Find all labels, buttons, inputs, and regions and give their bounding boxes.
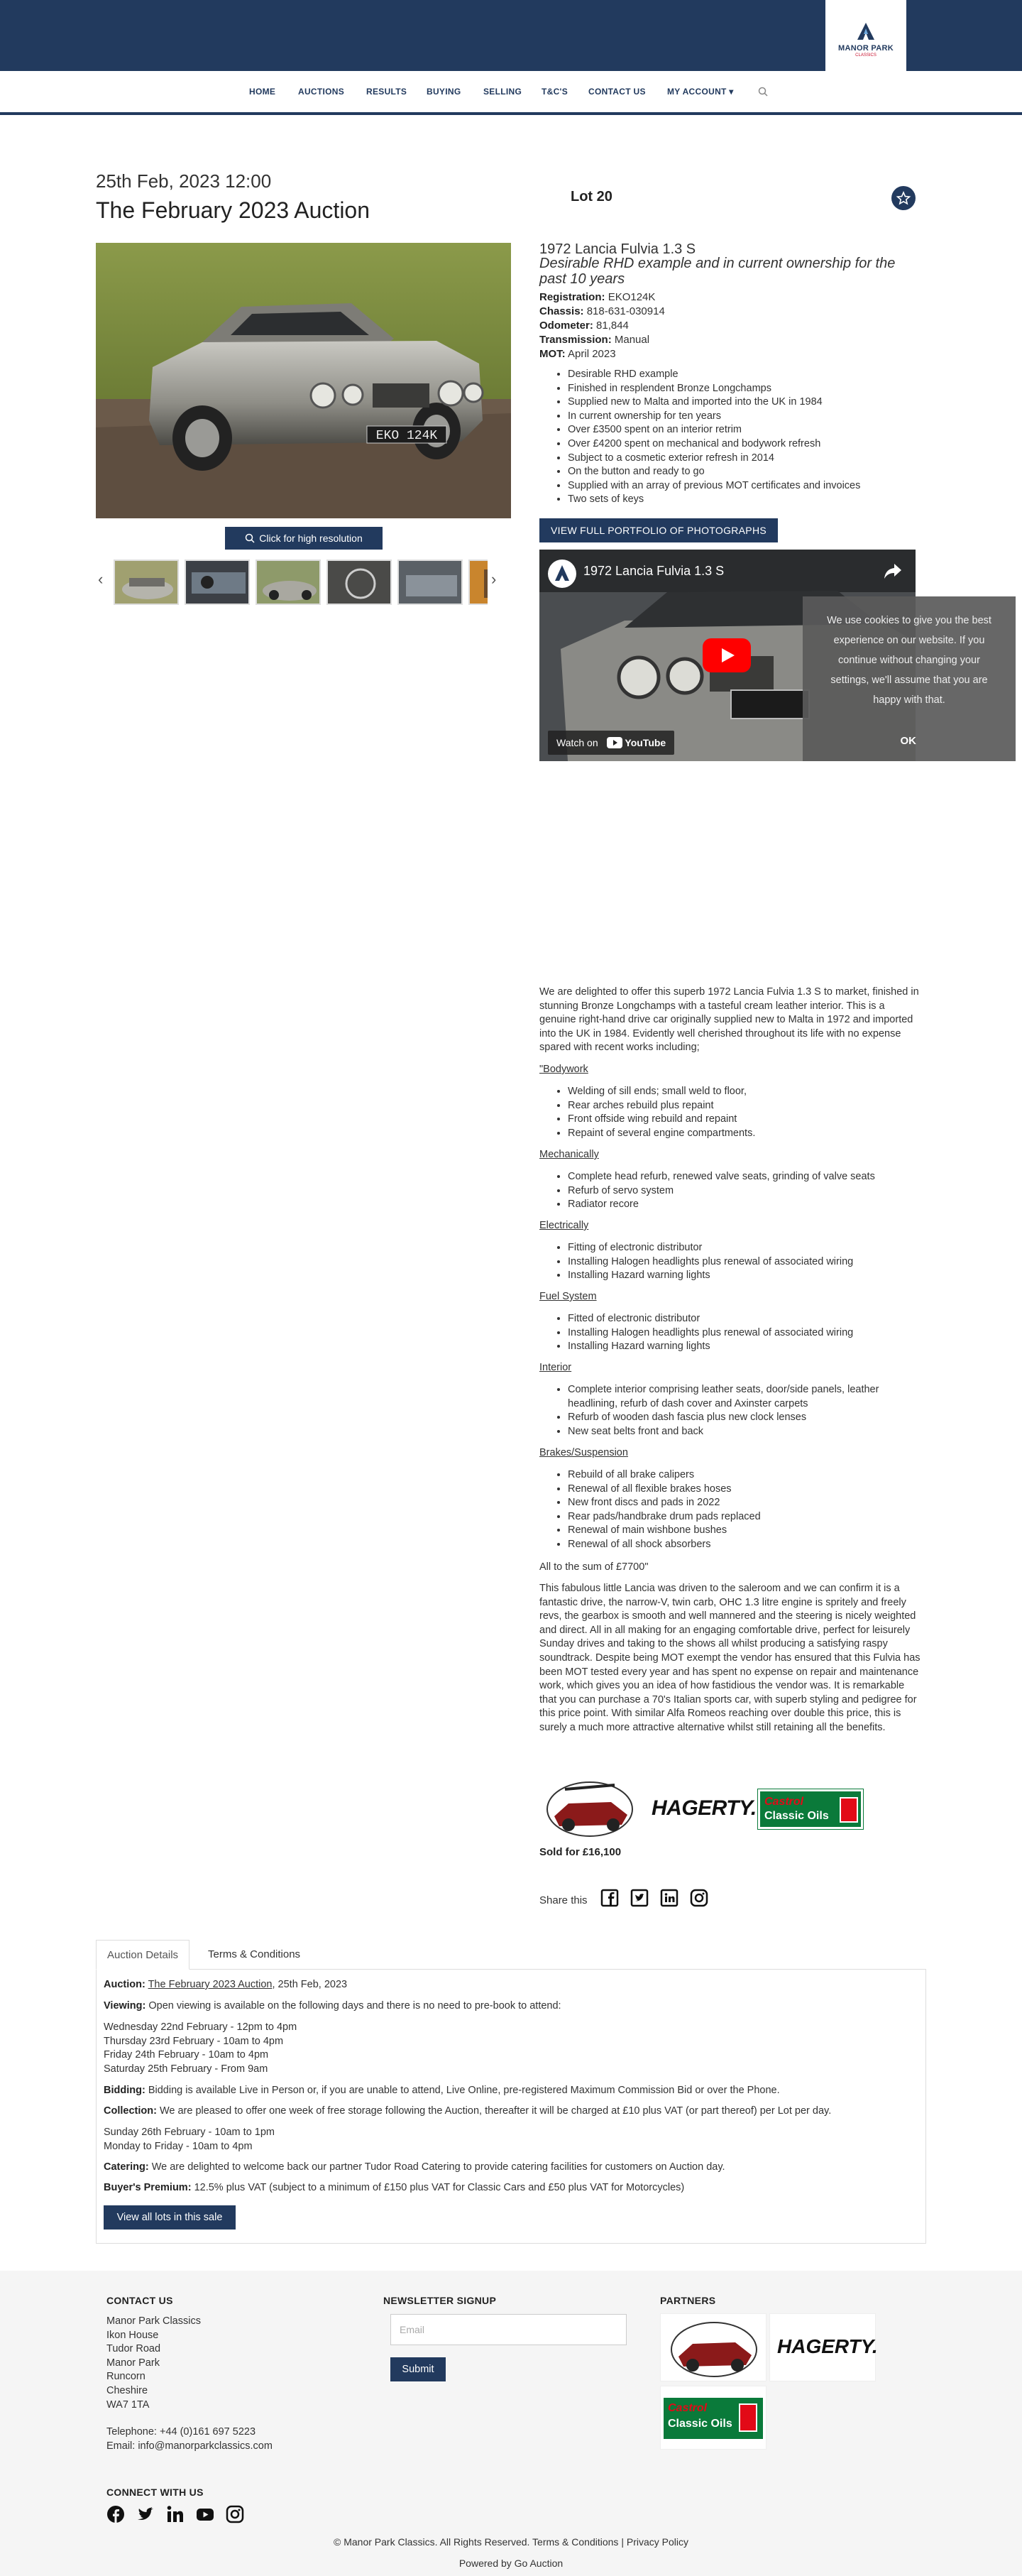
auction-link[interactable]: The February 2023 Auction	[148, 1979, 273, 1990]
newsletter-heading: NEWSLETTER SIGNUP	[383, 2295, 497, 2306]
nav-my-account[interactable]: MY ACCOUNT ▾	[667, 87, 734, 97]
phone[interactable]: Telephone: +44 (0)161 697 5223	[106, 2426, 256, 2438]
description-intro: We are delighted to offer this superb 1972 Lancia Fulvia 1.3 S to market, finished in stunning Bronze Longchamps with a tasteful cream leather interior. This is a genuine right-hand drive car originally supplied new to Malta in 1972 and imported into the UK in 1984. Evidently well cherished throughout its life with no expense spared with recent works including;	[539, 986, 919, 1054]
thumb-next-icon[interactable]: ›	[491, 570, 497, 588]
nav-auctions[interactable]: AUCTIONS	[298, 87, 345, 97]
play-button[interactable]	[703, 638, 751, 672]
terms-link[interactable]: Terms & Conditions	[532, 2536, 619, 2548]
nav-selling[interactable]: SELLING	[483, 87, 522, 97]
works-list	[539, 1383, 923, 1439]
list-item: • Rebuild of all brake calipers	[568, 1468, 923, 1483]
list-item: • Supplied new to Malta and imported into the UK in 1984	[568, 395, 923, 410]
site-logo[interactable]	[825, 0, 906, 71]
contact-heading: CONTACT US	[106, 2295, 173, 2306]
description-closing: This fabulous little Lancia was driven to the saleroom and we can confirm it is a fantastic drive, the narrow-V, twin carb, OHC 1.3 litre engine is spritely and freely revs, the gearbox is smooth and well mannered and the steering is nicely weighted and direct. All in all making for an engaging comfortable drive, perfect for leisurely Sunday drives and taking to the shows all whilst producing a satisfying raspy soundtrack. Despite being MOT exempt the vendor has ensured that this Fulvia has been MOT tested every year and has spent no expense on repair and maintenance work, which gives you an idea of how fastidious the vendor was. It is remarkable that you can purchase a 70's Italian sports car, with superb styling and pedigree for this price point. With similar Alfa Romeos reaching over double this price, this is surely a much more attractive alternative whilst still retaining all the benefits.	[539, 1583, 921, 1733]
car-subtitle: Desirable RHD example and in current ownership for the past 10 years	[539, 256, 896, 287]
nav-buying[interactable]: BUYING	[427, 87, 461, 97]
works-list	[539, 1468, 923, 1552]
thumbnail[interactable]	[114, 560, 179, 605]
video-title[interactable]: 1972 Lancia Fulvia 1.3 S	[583, 564, 725, 578]
list-item: • New seat belts front and back	[568, 1425, 923, 1439]
detail-bidding: Bidding: Bidding is available Live in Person or, if you are unable to attend, Live Online, pre-registered Maximum Commission Bid or over the Phone.	[104, 2085, 780, 2096]
tudor-road-logo[interactable]	[544, 1775, 636, 1839]
list-item: • Front offside wing rebuild and repaint	[568, 1113, 923, 1127]
high-resolution-label: Click for high resolution	[259, 533, 363, 544]
spec-chassis: Chassis: 818-631-030914	[539, 305, 665, 317]
list-item: Wednesday 22nd February - 12pm to 4pm	[104, 2021, 297, 2033]
thumbnail-strip	[114, 560, 488, 608]
watch-on-youtube-button[interactable]: Watch on YouTube	[548, 731, 674, 755]
privacy-link[interactable]: Privacy Policy	[626, 2536, 688, 2548]
detail-collection: Collection: We are pleased to offer one week of free storage following the Auction, thereafter it will be charged at £10 plus VAT (or part thereof) per Lot per day.	[104, 2105, 832, 2117]
list-item: • Supplied with an array of previous MOT certificates and invoices	[568, 479, 923, 493]
list-item: • Over £3500 spent on an interior retrim	[568, 423, 923, 437]
sold-price: Sold for £16,100	[539, 1846, 622, 1858]
section-heading: "Bodywork	[539, 1064, 588, 1075]
youtube-icon	[607, 737, 622, 748]
section-heading: Brakes/Suspension	[539, 1447, 628, 1458]
section-heading: Mechanically	[539, 1149, 599, 1160]
lot-number: Lot 20	[571, 189, 612, 204]
main-photo[interactable]	[96, 243, 511, 518]
detail-catering: Catering: We are delighted to welcome back our partner Tudor Road Catering to provide catering facilities for customers on Auction day.	[104, 2161, 725, 2173]
cookie-ok-button[interactable]: OK	[900, 735, 916, 747]
list-item: • Refurb of servo system	[568, 1184, 923, 1199]
list-item: • Rear pads/handbrake drum pads replaced	[568, 1510, 923, 1524]
list-item: • Complete head refurb, renewed valve seats, grinding of valve seats	[568, 1170, 923, 1184]
partner-logos	[544, 1775, 927, 1843]
logo-mark-icon	[548, 560, 576, 588]
facebook-icon[interactable]	[600, 1889, 619, 1907]
email[interactable]: Email: info@manorparkclassics.com	[106, 2440, 273, 2452]
list-item: • Complete interior comprising leather seats, door/side panels, leather headlining, refurb of dash cover and Axinster carpets	[568, 1383, 923, 1411]
nav-results[interactable]: RESULTS	[366, 87, 407, 97]
nav-contact[interactable]: CONTACT US	[588, 87, 646, 97]
linkedin-icon[interactable]	[166, 2505, 185, 2523]
search-icon[interactable]	[758, 87, 768, 97]
hagerty-logo[interactable]: HAGERTY.	[652, 1796, 757, 1820]
list-item: • Repaint of several engine compartments.	[568, 1127, 923, 1141]
instagram-icon[interactable]	[690, 1889, 708, 1907]
star-icon	[891, 186, 916, 210]
share-label: Share this	[539, 1894, 588, 1906]
main-nav	[0, 71, 1022, 115]
list-item: • Over £4200 spent on mechanical and bodywork refresh	[568, 437, 923, 452]
spec-transmission: Transmission: Manual	[539, 334, 650, 346]
list-item: • Renewal of main wishbone bushes	[568, 1524, 923, 1538]
car-title: 1972 Lancia Fulvia 1.3 S	[539, 241, 696, 257]
highlights-list	[539, 368, 923, 507]
spec-mot: MOT: April 2023	[539, 348, 616, 360]
share-arrow-icon[interactable]	[880, 558, 906, 584]
twitter-icon[interactable]	[136, 2505, 155, 2523]
thumbnail[interactable]	[468, 560, 488, 605]
nav-home[interactable]: HOME	[249, 87, 276, 97]
tab-auction-details[interactable]: Auction Details	[96, 1940, 189, 1970]
sum-text: All to the sum of £7700"	[539, 1561, 649, 1573]
list-item: • Installing Halogen headlights plus renewal of associated wiring	[568, 1326, 923, 1341]
list-item: • Subject to a cosmetic exterior refresh in 2014	[568, 452, 923, 466]
cookie-banner	[803, 596, 1016, 761]
list-item: Thursday 23rd February - 10am to 4pm	[104, 2035, 284, 2047]
list-item: • In current ownership for ten years	[568, 410, 923, 424]
logo-name: MANOR PARK	[838, 44, 894, 53]
detail-auction: Auction: The February 2023 Auction, 25th Feb, 2023	[104, 1979, 348, 1990]
logo-mark-icon	[856, 21, 876, 41]
works-list	[539, 1170, 923, 1212]
auction-date: 25th Feb, 2023 12:00	[96, 170, 272, 192]
castrol-logo[interactable]: Castrol Classic Oils	[660, 2386, 766, 2450]
newsletter-email-input[interactable]: Email	[390, 2314, 627, 2345]
works-list	[539, 1241, 923, 1283]
thumbnail[interactable]	[397, 560, 463, 605]
list-item: • New front discs and pads in 2022	[568, 1496, 923, 1510]
section-heading: Interior	[539, 1362, 572, 1373]
works-list	[539, 1312, 923, 1354]
newsletter-submit-button[interactable]: Submit	[390, 2357, 446, 2381]
detail-premium: Buyer's Premium: 12.5% plus VAT (subject to a minimum of £150 plus VAT for Classic Cars and £50 plus VAT for Motorcycles)	[104, 2182, 685, 2193]
auction-title: The February 2023 Auction	[96, 197, 370, 223]
twitter-icon[interactable]	[630, 1889, 649, 1907]
thumbnail[interactable]	[326, 560, 392, 605]
spec-registration: Registration: EKO124K	[539, 291, 656, 303]
section-heading: Electrically	[539, 1220, 589, 1231]
zoom-icon	[245, 533, 255, 543]
thumbnail[interactable]	[256, 560, 321, 605]
list-item: • Desirable RHD example	[568, 368, 923, 382]
list-item: Saturday 25th February - From 9am	[104, 2063, 268, 2075]
list-item: • Renewal of all flexible brakes hoses	[568, 1483, 923, 1497]
nav-tcs[interactable]: T&C'S	[542, 87, 568, 97]
copyright: © Manor Park Classics. All Rights Reserved. Terms & Conditions | Privacy Policy	[334, 2536, 688, 2548]
list-item: Friday 24th February - 10am to 4pm	[104, 2049, 269, 2061]
list-item: • Refurb of wooden dash fascia plus new clock lenses	[568, 1411, 923, 1425]
play-icon	[703, 638, 751, 672]
list-item: • Renewal of all shock absorbers	[568, 1538, 923, 1552]
castrol-logo[interactable]: Castrol Classic Oils	[758, 1789, 863, 1829]
section-heading: Fuel System	[539, 1291, 597, 1302]
viewing-days	[104, 2021, 920, 2076]
list-item: • Finished in resplendent Bronze Longchamps	[568, 382, 923, 396]
spec-odometer: Odometer: 81,844	[539, 320, 629, 332]
list-item: • Welding of sill ends; small weld to floor,	[568, 1085, 923, 1099]
high-resolution-button[interactable]	[225, 527, 383, 550]
hagerty-logo[interactable]: HAGERTY.	[769, 2313, 876, 2381]
list-item: • Radiator recore	[568, 1198, 923, 1212]
car-photo	[96, 243, 511, 518]
list-item: • Fitted of electronic distributor	[568, 1312, 923, 1326]
collection-days	[104, 2126, 920, 2154]
list-item: • Fitting of electronic distributor	[568, 1241, 923, 1255]
list-item: • Installing Halogen headlights plus renewal of associated wiring	[568, 1255, 923, 1270]
list-item: Monday to Friday - 10am to 4pm	[104, 2140, 253, 2152]
thumb-prev-icon[interactable]: ‹	[98, 570, 104, 588]
powered-by: Powered by Go Auction	[458, 2558, 564, 2569]
address: Manor Park Classics Ikon House Tudor Road Manor Park Runcorn Cheshire WA7 1TA	[106, 2315, 201, 2411]
partners-heading: PARTNERS	[660, 2295, 716, 2306]
tudor-road-logo[interactable]	[660, 2313, 766, 2381]
instagram-icon[interactable]	[226, 2505, 244, 2523]
detail-viewing: Viewing: Open viewing is available on the following days and there is no need to pre-book to attend:	[104, 2000, 561, 2012]
facebook-icon[interactable]	[106, 2505, 125, 2523]
view-all-lots-button[interactable]: View all lots in this sale	[104, 2205, 236, 2230]
thumbnail[interactable]	[185, 560, 250, 605]
works-list	[539, 1085, 923, 1140]
watch-lot-button[interactable]	[891, 186, 916, 210]
channel-avatar[interactable]	[548, 560, 576, 588]
connect-heading: CONNECT WITH US	[106, 2487, 204, 2498]
linkedin-icon[interactable]	[660, 1889, 678, 1907]
list-item: • Rear arches rebuild plus repaint	[568, 1099, 923, 1113]
list-item: Sunday 26th February - 10am to 1pm	[104, 2127, 275, 2138]
youtube-icon[interactable]	[196, 2505, 214, 2523]
tab-terms[interactable]: Terms & Conditions	[208, 1948, 301, 1960]
plate-text: EKO 124K	[375, 429, 438, 443]
list-item: • Installing Hazard warning lights	[568, 1340, 923, 1354]
list-item: • Two sets of keys	[568, 493, 923, 507]
list-item: • On the button and ready to go	[568, 465, 923, 479]
logo-sub: CLASSICS	[855, 53, 877, 58]
list-item: • Installing Hazard warning lights	[568, 1269, 923, 1283]
view-portfolio-button[interactable]: VIEW FULL PORTFOLIO OF PHOTOGRAPHS	[539, 518, 778, 542]
cookie-text: We use cookies to give you the best experience on our website. If you continue without changing your settings, we'll assume that you are happy with that.	[827, 615, 991, 706]
